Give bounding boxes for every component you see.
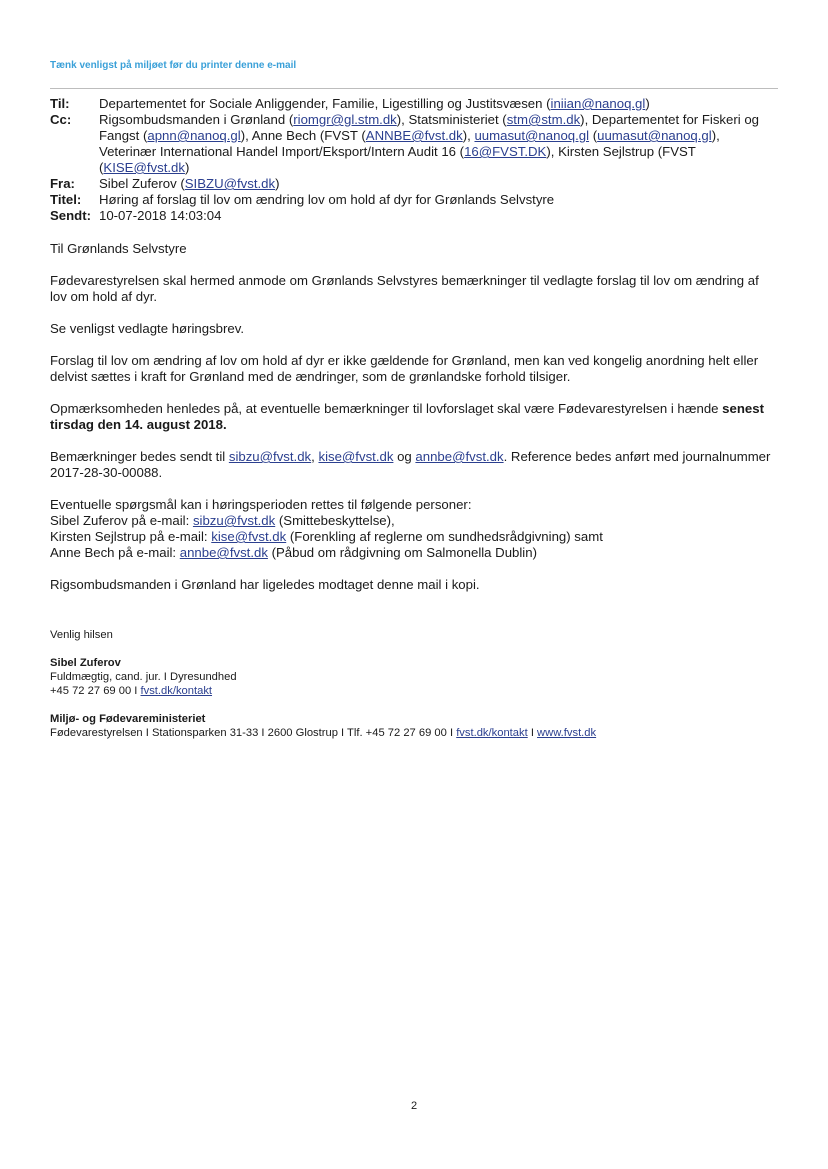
cc-label: Cc: xyxy=(50,112,72,127)
from-label: Fra: xyxy=(50,176,75,191)
cc-email-link[interactable]: stm@stm.dk xyxy=(506,112,581,127)
header-divider xyxy=(50,88,778,89)
contact-link[interactable]: fvst.dk/kontakt xyxy=(456,727,528,739)
eco-note: Tænk venligst på miljøet før du printer denne e-mail xyxy=(50,60,297,71)
signature-block: Sibel Zuferov Fuldmægtig, cand. jur. I Dyresundhed +45 72 27 69 00 I fvst.dk/kontakt xyxy=(50,657,237,697)
email-header xyxy=(50,96,780,224)
cc-email-link[interactable]: KISE@fvst.dk xyxy=(103,160,185,175)
sent-value: 10-07-2018 14:03:04 xyxy=(99,208,222,223)
from-row xyxy=(50,176,780,192)
paragraph: Rigsombudsmanden i Grønland har ligeledes modtaget denne mail i kopi. xyxy=(50,577,480,592)
cc-email-link[interactable]: uumasut@nanoq.gl xyxy=(474,128,590,143)
signer-title: Fuldmægtig, cand. jur. I Dyresundhed xyxy=(50,671,237,683)
cc-email-link[interactable]: uumasut@nanoq.gl xyxy=(597,128,712,143)
sent-row xyxy=(50,208,780,224)
email-body xyxy=(50,241,778,609)
contact-link[interactable]: fvst.dk/kontakt xyxy=(140,685,213,697)
to-value: Departementet for Sociale Anliggender, Familie, Ligestilling og Justitsvæsen (iniian@nanoq.gl) xyxy=(99,96,650,111)
website-link[interactable]: www.fvst.dk xyxy=(537,727,597,739)
paragraph: Fødevarestyrelsen skal hermed anmode om Grønlands Selvstyres bemærkninger til vedlagte forslag til lov om ændring af lov om hold af dyr. xyxy=(50,273,759,304)
cc-email-link[interactable]: apnn@nanoq.gl xyxy=(147,128,241,143)
to-label: Til: xyxy=(50,96,70,111)
deadline-date: senest tirsdag den 14. august 2018. xyxy=(50,401,764,432)
email-link[interactable]: annbe@fvst.dk xyxy=(179,545,268,560)
contacts-paragraph: Eventuelle spørgsmål kan i høringsperioden rettes til følgende personer: Sibel Zuferov på e-mail: sibzu@fvst.dk (Smittebeskyttelse), Kirsten Sejlstrup på e-mail: kise@fvst.dk (Forenkling af reglerne om sundhedsrådgivning) samt Anne Bech på e-mail: annbe@fvst.dk (Påbud om rådgivning om Salmonella Dublin) xyxy=(50,497,603,560)
email-link[interactable]: sibzu@fvst.dk xyxy=(228,449,312,464)
email-link[interactable]: annbe@fvst.dk xyxy=(415,449,504,464)
sent-label: Sendt: xyxy=(50,208,92,223)
to-row xyxy=(50,96,780,112)
closing: Venlig hilsen xyxy=(50,629,113,641)
organization-block: Miljø- og Fødevareministeriet Fødevarestyrelsen I Stationsparken 31-33 I 2600 Glostrup I Tlf. +45 72 27 69 00 I fvst.dk/kontakt I www.fvst.dk xyxy=(50,713,597,739)
from-value: Sibel Zuferov (SIBZU@fvst.dk) xyxy=(99,176,280,191)
cc-email-link[interactable]: riomgr@gl.stm.dk xyxy=(293,112,397,127)
signer-name: Sibel Zuferov xyxy=(50,657,121,669)
page-number: 2 xyxy=(410,1100,418,1112)
subject-value: Høring af forslag til lov om ændring lov om hold af dyr for Grønlands Selvstyre xyxy=(99,192,555,207)
email-link[interactable]: sibzu@fvst.dk xyxy=(192,513,276,528)
subject-label: Titel: xyxy=(50,192,82,207)
email-link[interactable]: kise@fvst.dk xyxy=(211,529,287,544)
deadline-paragraph: Opmærksomheden henledes på, at eventuelle bemærkninger til lovforslaget skal være Fødevarestyrelsen i hænde senest tirsdag den 14. august 2018. xyxy=(50,401,764,432)
subject-row xyxy=(50,192,780,208)
ministry-name: Miljø- og Fødevareministeriet xyxy=(50,713,206,725)
signature xyxy=(50,628,778,754)
cc-row xyxy=(50,112,780,176)
cc-email-link[interactable]: 16@FVST.DK xyxy=(464,144,547,159)
paragraph: Forslag til lov om ændring af lov om hold af dyr er ikke gældende for Grønland, men kan ved kongelig anordning helt eller delvist sættes i kraft for Grønland med de ændringer, som de grønlandske forhold tilsiger. xyxy=(50,353,759,384)
cc-value: Rigsombudsmanden i Grønland (riomgr@gl.stm.dk), Statsministeriet (stm@stm.dk), Departementet for Fiskeri og Fangst (apnn@nanoq.gl), Anne Bech (FVST (ANNBE@fvst.dk), uumasut@nanoq.gl (uumasut@nanoq.gl), Veterinær International Handel Import/Eksport/Intern Audit 16 (16@FVST.DK), Kirsten Sejlstrup (FVST (KISE@fvst.dk) xyxy=(99,112,760,175)
paragraph: Se venligst vedlagte høringsbrev. xyxy=(50,321,245,336)
greeting: Til Grønlands Selvstyre xyxy=(50,241,187,256)
email-link[interactable]: kise@fvst.dk xyxy=(318,449,394,464)
to-email-link[interactable]: iniian@nanoq.gl xyxy=(550,96,646,111)
submission-paragraph: Bemærkninger bedes sendt til sibzu@fvst.dk, kise@fvst.dk og annbe@fvst.dk. Reference bedes anført med journalnummer 2017-28-30-00088. xyxy=(50,449,771,480)
from-email-link[interactable]: SIBZU@fvst.dk xyxy=(184,176,276,191)
cc-email-link[interactable]: ANNBE@fvst.dk xyxy=(365,128,463,143)
